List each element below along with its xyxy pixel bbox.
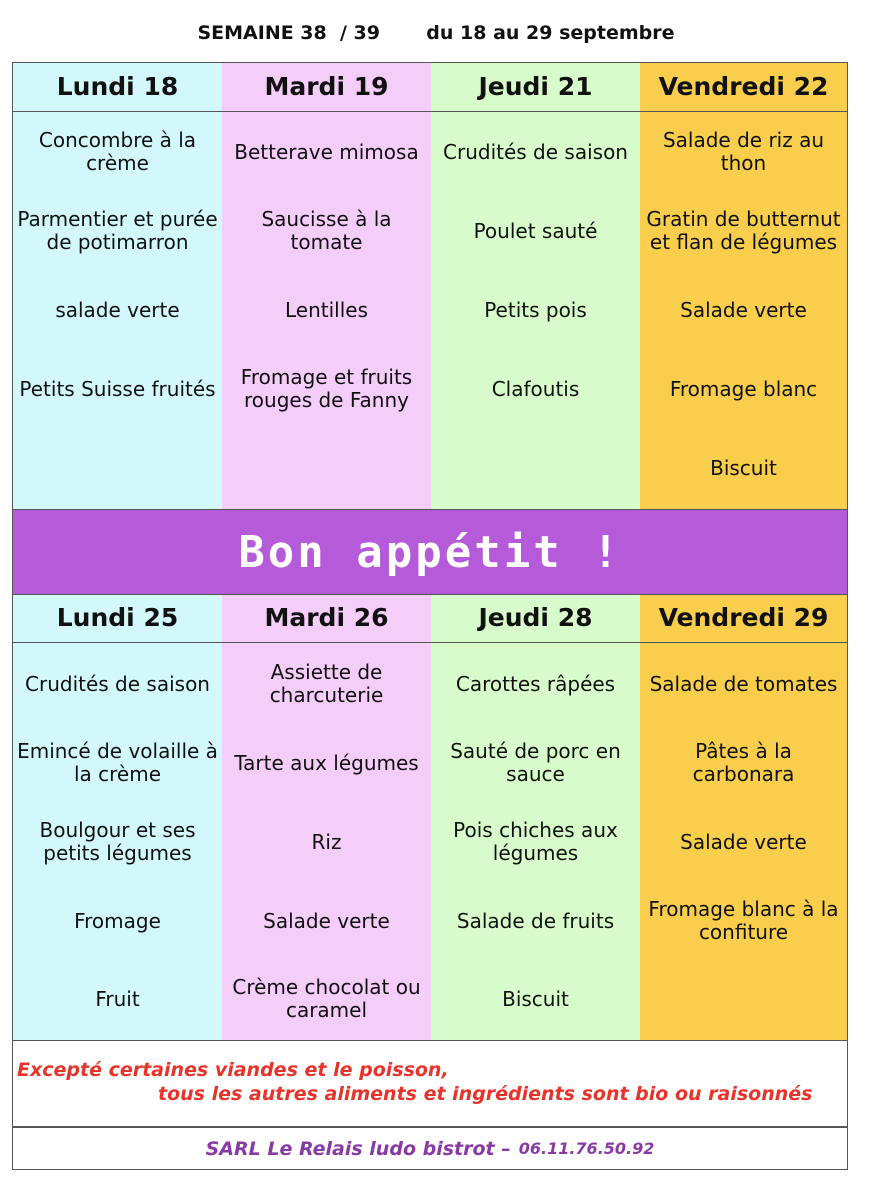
menu-item: Fromage	[74, 908, 161, 933]
bon-appetit-banner	[13, 510, 847, 594]
menu-item: Betterave mimosa	[234, 139, 419, 164]
menu-item: Biscuit	[710, 455, 777, 480]
menu-item: Tarte aux légumes	[234, 750, 419, 775]
banner-text: Bon appétit !	[238, 526, 622, 578]
note-line-2: tous les autres aliments et ingrédients sont bio ou raisonnés	[158, 1083, 813, 1105]
menu-item: Fromage blanc à la confiture	[648, 897, 839, 944]
menu-item: Biscuit	[502, 986, 569, 1011]
menu-item: Lentilles	[284, 297, 368, 322]
menu-item: Crudités de saison	[25, 671, 210, 696]
menu-item: Fromage blanc	[669, 376, 818, 401]
menu-item: Gratin de butternut et flan de légumes	[646, 207, 841, 254]
menu-grid	[12, 62, 848, 1041]
divider	[13, 594, 847, 595]
menu-item: salade verte	[55, 297, 180, 322]
day-header: Jeudi 28	[478, 603, 593, 632]
menu-item	[15, 437, 220, 499]
menu-item: Riz	[311, 829, 342, 854]
menu-item: Petits pois	[484, 297, 587, 322]
day-header: Vendredi 22	[658, 72, 829, 101]
menu-item: Fruit	[95, 986, 140, 1011]
day-header: Vendredi 29	[658, 603, 829, 632]
day-header: Jeudi 21	[478, 72, 593, 101]
menu-item: Sauté de porc en sauce	[450, 739, 621, 786]
day-header: Lundi 25	[56, 603, 179, 632]
organic-note	[12, 1041, 848, 1127]
phone-number: 06.11.76.50.92	[518, 1139, 655, 1158]
menu-item: Petits Suisse fruités	[19, 376, 216, 401]
day-header: Mardi 19	[264, 72, 389, 101]
menu-item: Fromage et fruits rouges de Fanny	[240, 365, 413, 412]
menu-item: Salade de riz au thon	[662, 128, 825, 175]
menu-item: Crudités de saison	[443, 139, 628, 164]
menu-item	[224, 437, 429, 499]
menu-item: Poulet sauté	[473, 218, 598, 243]
menu-item: Emincé de volaille à la crème	[17, 739, 218, 786]
menu-item: Parmentier et purée de potimarron	[17, 207, 218, 254]
menu-item: Crème chocolat ou caramel	[232, 975, 421, 1022]
menu-item: Clafoutis	[491, 376, 580, 401]
menu-item: Pois chiches aux légumes	[453, 818, 618, 865]
day-header: Lundi 18	[56, 72, 179, 101]
divider	[13, 642, 847, 643]
menu-item: Boulgour et ses petits légumes	[39, 818, 196, 865]
menu-item: Assiette de charcuterie	[269, 660, 384, 707]
week-title: SEMAINE 38 / 39 du 18 au 29 septembre	[197, 22, 675, 44]
menu-item: Salade verte	[263, 908, 390, 933]
divider	[13, 111, 847, 112]
menu-item: Saucisse à la tomate	[261, 207, 392, 254]
menu-item	[433, 437, 638, 499]
company-name: SARL Le Relais ludo bistrot –	[205, 1137, 511, 1160]
note-line-1: Excepté certaines viandes et le poisson,	[17, 1059, 449, 1081]
menu-item: Salade de fruits	[456, 908, 615, 933]
menu-item: Carottes râpées	[455, 671, 616, 696]
footer	[12, 1127, 848, 1170]
menu-item: Salade de tomates	[649, 671, 838, 696]
menu-item: Pâtes à la carbonara	[692, 739, 795, 786]
menu-item: Concombre à la crème	[38, 128, 197, 175]
menu-item: Salade verte	[680, 829, 807, 854]
menu-item: Salade verte	[680, 297, 807, 322]
menu-item	[642, 968, 845, 1030]
day-header: Mardi 26	[264, 603, 389, 632]
